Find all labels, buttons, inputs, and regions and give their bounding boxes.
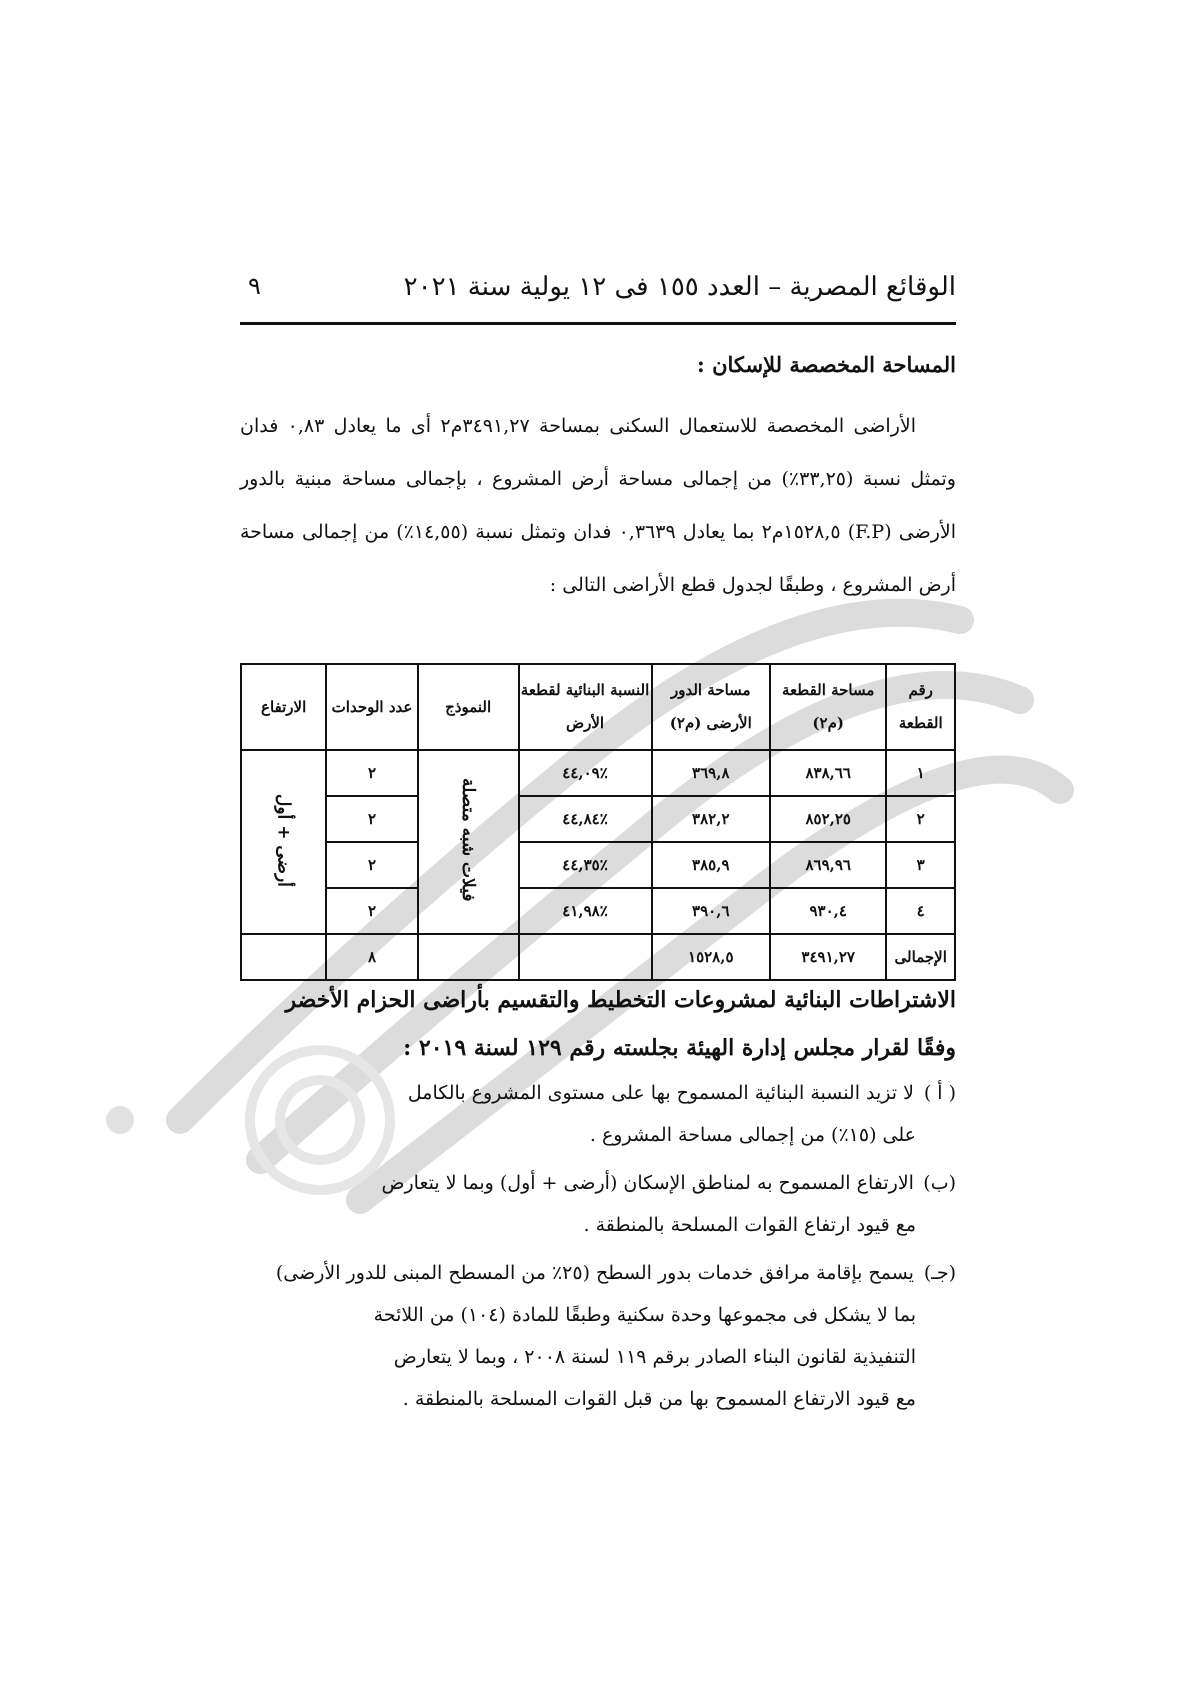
cell-plot-no: ٢ <box>886 796 955 842</box>
cell-total-label: الإجمالى <box>886 934 955 980</box>
page-number: ٩ <box>248 272 261 300</box>
cell-plot-area: ٨٥٢,٢٥ <box>770 796 886 842</box>
cell-model <box>418 750 519 934</box>
cell-coverage: ٪٤٤,٠٩ <box>519 750 652 796</box>
paragraph-text: الأراضى المخصصة للاستعمال السكنى بمساحة ٣٤٩١,٢٧م٢ أى ما يعادل ٠,٨٣ فدان وتمثل نسبة (٣٣,٢٥٪) من إجمالى مساحة أرض المشروع ، بإجمالى مساحة مبنية بالدور الأرضى (F.P) ١٥٢٨,٥م٢ بما يعادل ٠,٣٦٣٩ فدان وتمثل نسبة (١٤,٥٥٪) من إجمالى مساحة أرض المشروع ، وطبقًا لجدول قطع الأراضى التالى : <box>240 415 956 596</box>
item-line: مع قيود الارتفاع المسموح بها من قبل القوات المسلحة بالمنطقة . <box>402 1388 916 1410</box>
housing-area-paragraph <box>240 400 956 612</box>
cell-plot-no: ١ <box>886 750 955 796</box>
cell-ground-area: ٣٨٢,٢ <box>652 796 770 842</box>
col-plot-no: رقم القطعة <box>886 664 955 750</box>
cell-total-ground-area: ١٥٢٨,٥ <box>652 934 770 980</box>
table-header-row <box>241 664 955 750</box>
cell-ground-area: ٣٦٩,٨ <box>652 750 770 796</box>
model-text: فيلات شبه متصلة <box>458 778 479 902</box>
cell-units: ٢ <box>326 796 417 842</box>
cell-coverage: ٪٤٤,٣٥ <box>519 842 652 888</box>
col-coverage: النسبة البنائية لقطعة الأرض <box>519 664 652 750</box>
item-label: ( أ ) <box>923 1082 956 1104</box>
item-line: الارتفاع المسموح به لمناطق الإسكان (أرضى + أول) وبما لا يتعارض <box>381 1172 914 1194</box>
col-ground-area: مساحة الدور الأرضى (م٢) <box>652 664 770 750</box>
item-line: يسمح بإقامة مرافق خدمات بدور السطح (٢٥٪ من المسطح المبنى للدور الأرضى) <box>275 1262 914 1284</box>
cell-plot-area: ٨٣٨,٦٦ <box>770 750 886 796</box>
col-units: عدد الوحدات <box>326 664 417 750</box>
cell-total-coverage <box>519 934 652 980</box>
cell-plot-area: ٨٦٩,٩٦ <box>770 842 886 888</box>
col-plot-area: مساحة القطعة (م٢) <box>770 664 886 750</box>
table-row <box>241 796 955 842</box>
table-total-row <box>241 934 955 980</box>
col-model: النموذج <box>418 664 519 750</box>
cell-units: ٢ <box>326 888 417 934</box>
plots-table <box>240 663 956 981</box>
item-line: التنفيذية لقانون البناء الصادر برقم ١١٩ لسنة ٢٠٠٨ ، وبما لا يتعارض <box>393 1346 916 1368</box>
condition-item-b <box>240 1162 956 1246</box>
cell-ground-area: ٣٨٥,٩ <box>652 842 770 888</box>
item-label: (ب) <box>923 1172 956 1194</box>
cell-plot-no: ٣ <box>886 842 955 888</box>
col-height: الارتفاع <box>241 664 326 750</box>
table-row <box>241 842 955 888</box>
cell-units: ٢ <box>326 750 417 796</box>
building-conditions-subheading: وفقًا لقرار مجلس إدارة الهيئة بجلسته رقم ١٢٩ لسنة ٢٠١٩ : <box>403 1035 956 1061</box>
housing-area-heading: المساحة المخصصة للإسكان : <box>697 352 956 377</box>
table-row <box>241 888 955 934</box>
cell-ground-area: ٣٩٠,٦ <box>652 888 770 934</box>
item-line: لا تزيد النسبة البنائية المسموح بها على مستوى المشروع بالكامل <box>407 1082 914 1104</box>
cell-total-plot-area: ٣٤٩١,٢٧ <box>770 934 886 980</box>
cell-plot-area: ٩٣٠,٤ <box>770 888 886 934</box>
cell-coverage: ٪٤١,٩٨ <box>519 888 652 934</box>
cell-total-model <box>418 934 519 980</box>
cell-plot-no: ٤ <box>886 888 955 934</box>
height-text: أرضى + أول <box>273 793 294 887</box>
condition-item-a <box>240 1072 956 1156</box>
gazette-title: الوقائع المصرية – العدد ١٥٥ فى ١٢ يولية سنة ٢٠٢١ <box>403 272 956 302</box>
item-line: مع قيود ارتفاع القوات المسلحة بالمنطقة . <box>583 1214 916 1236</box>
cell-coverage: ٪٤٤,٨٤ <box>519 796 652 842</box>
condition-item-c <box>240 1252 956 1420</box>
item-label: (جـ) <box>923 1262 956 1284</box>
item-line: على (١٥٪) من إجمالى مساحة المشروع . <box>589 1124 916 1146</box>
header-rule <box>240 322 956 325</box>
cell-total-height <box>241 934 326 980</box>
building-conditions-heading: الاشتراطات البنائية لمشروعات التخطيط والتقسيم بأراضى الحزام الأخضر <box>285 987 956 1013</box>
item-line: بما لا يشكل فى مجموعها وحدة سكنية وطبقًا للمادة (١٠٤) من اللائحة <box>373 1304 916 1326</box>
cell-height <box>241 750 326 934</box>
page-header <box>240 272 956 312</box>
cell-units: ٢ <box>326 842 417 888</box>
table-row <box>241 750 955 796</box>
cell-total-units: ٨ <box>326 934 417 980</box>
